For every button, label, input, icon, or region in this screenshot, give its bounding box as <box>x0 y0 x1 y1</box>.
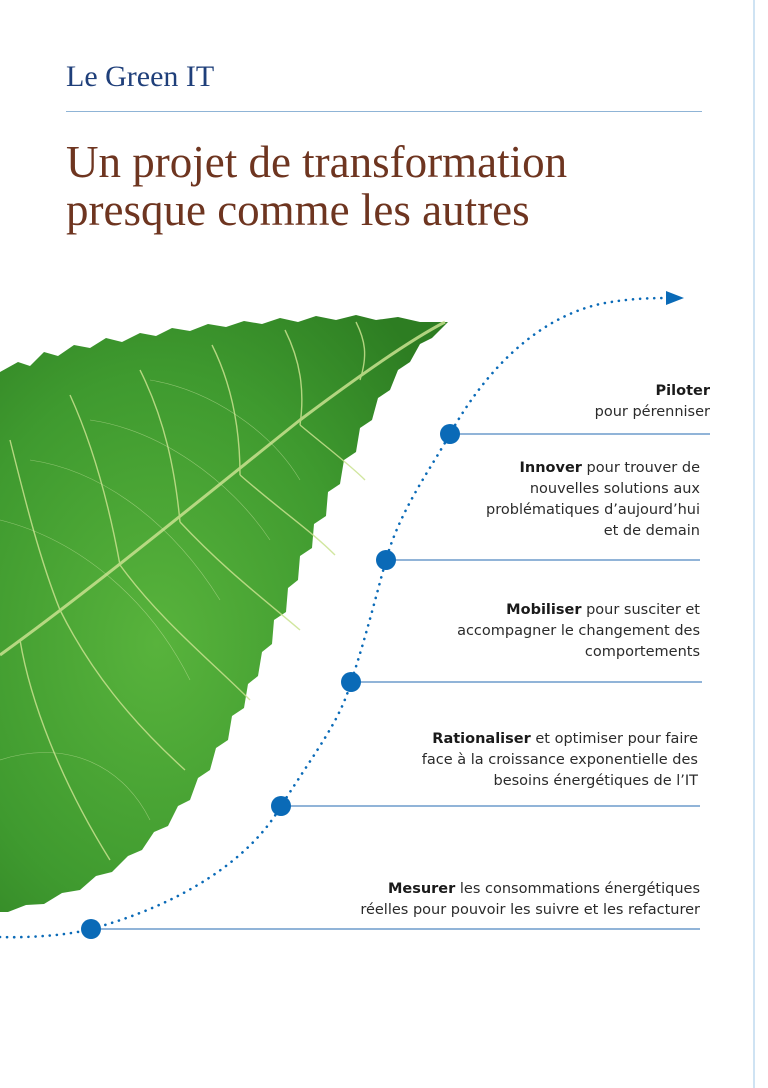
step-text: et de demain <box>603 523 700 539</box>
step-keyword: Innover <box>519 460 582 476</box>
step-keyword: Mesurer <box>387 881 456 897</box>
step-text: nouvelles solutions aux <box>529 481 700 497</box>
arrow-head-icon <box>666 291 684 305</box>
step-text: problématiques d’aujourd’hui <box>486 502 700 518</box>
step-text: et optimiser pour faire <box>530 731 698 747</box>
step-dot-innover <box>376 550 396 570</box>
step-dot-mobiliser <box>341 672 361 692</box>
section-kicker: Le Green IT <box>66 60 215 93</box>
step-keyword: Piloter <box>655 383 710 399</box>
step-text: accompagner le changement des <box>457 623 700 639</box>
page-title-line-2: presque comme les autres <box>66 185 530 235</box>
step-dot-piloter <box>440 424 460 444</box>
step-text: pour pérenniser <box>594 404 710 420</box>
page-title-line-1: Un projet de transformation <box>66 137 568 187</box>
step-text: besoins énergétiques de l’IT <box>493 773 698 789</box>
step-keyword: Rationaliser <box>432 731 531 747</box>
step-text: comportements <box>584 644 700 660</box>
step-rationaliser <box>422 729 698 792</box>
step-text: les consommations énergétiques <box>455 881 700 897</box>
step-mesurer <box>360 879 700 921</box>
step-text: réelles pour pouvoir les suivre et les refacturer <box>360 902 700 918</box>
step-text: pour trouver de <box>581 460 700 476</box>
step-text: pour susciter et <box>581 602 700 618</box>
step-dot-mesurer <box>81 919 101 939</box>
step-dot-rationaliser <box>271 796 291 816</box>
step-keyword: Mobiliser <box>506 602 582 618</box>
step-piloter <box>595 381 710 423</box>
leaf-illustration <box>0 315 448 912</box>
step-mobiliser <box>457 600 700 663</box>
step-innover <box>486 458 700 542</box>
step-text: face à la croissance exponentielle des <box>421 752 698 768</box>
